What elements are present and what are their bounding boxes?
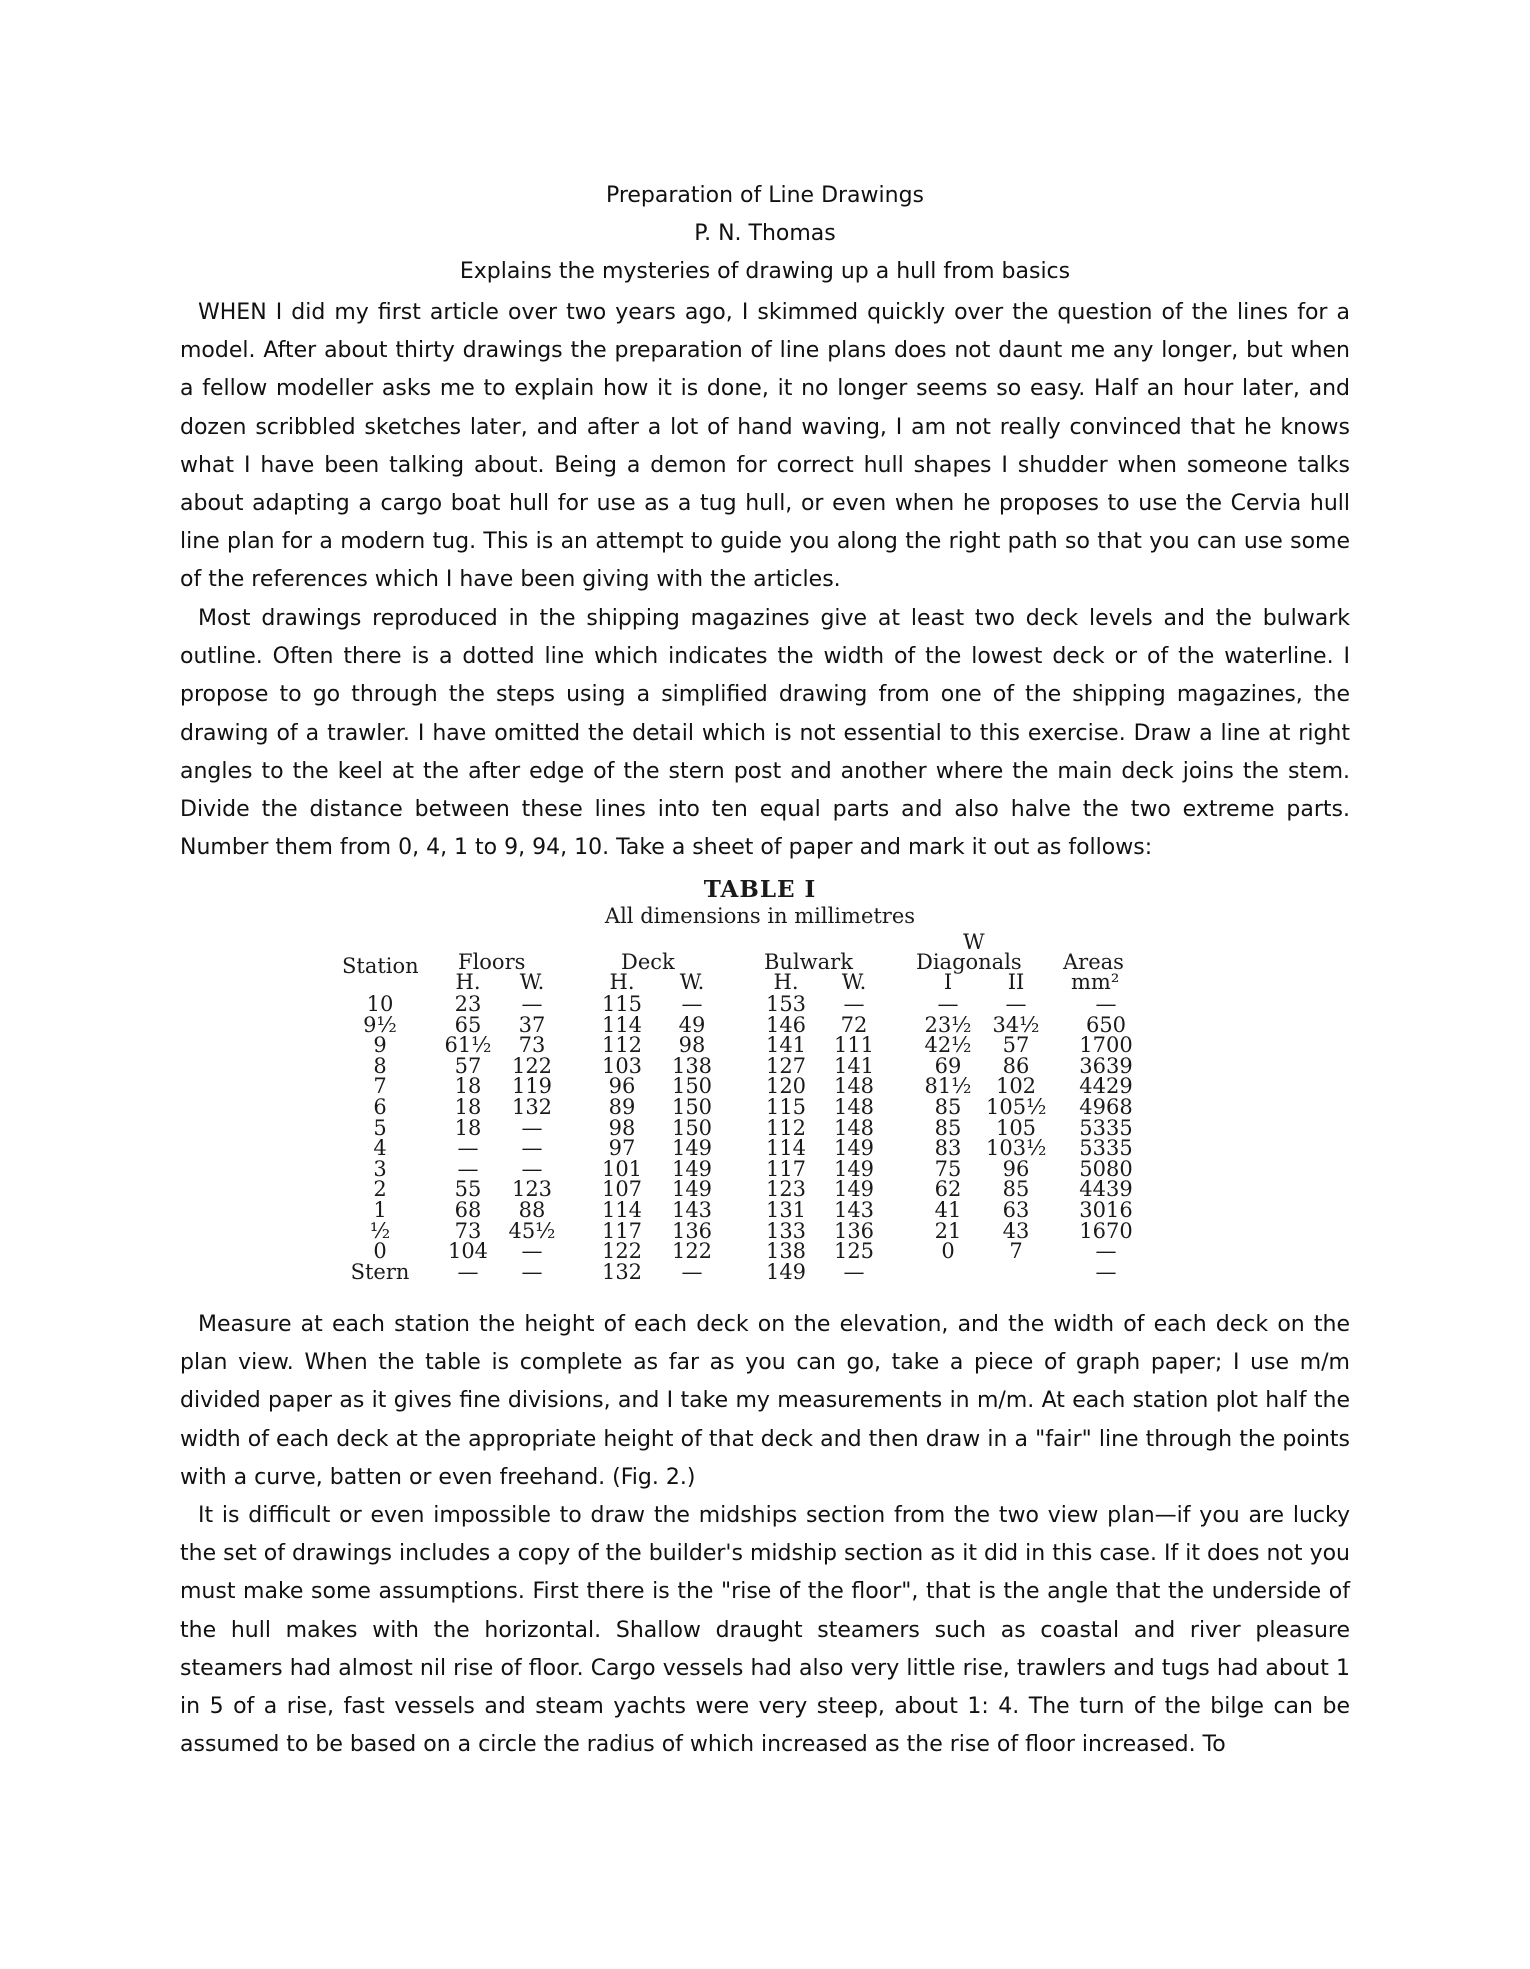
table-cell: 122 <box>671 1239 713 1264</box>
table-cell: 650 <box>1085 1012 1127 1037</box>
table-cell: 101 <box>601 1156 643 1181</box>
table-cell: 141 <box>833 1053 875 1078</box>
table-cell: 115 <box>765 1095 807 1119</box>
table-cell: 18 <box>454 1095 482 1119</box>
table-cell: 112 <box>765 1115 807 1140</box>
table-cell: — <box>521 1239 543 1264</box>
table-cell: 146 <box>765 1012 807 1037</box>
table-cell: 5080 <box>1079 1156 1133 1181</box>
table-cell: — <box>681 992 703 1016</box>
table-subheader: W. <box>519 970 545 994</box>
table-cell: 123 <box>765 1177 807 1202</box>
table-cell: 148 <box>833 1095 875 1119</box>
table-cell: 45½ <box>508 1218 556 1243</box>
table-cell: 103½ <box>986 1136 1047 1161</box>
table-cell: 127 <box>765 1053 807 1078</box>
station-label: 7 <box>373 1074 387 1099</box>
table-cell: 3639 <box>1079 1053 1133 1078</box>
header-areas: Areas <box>1063 950 1124 974</box>
table-cell: 122 <box>511 1053 553 1078</box>
table-subheader: H. <box>773 970 799 994</box>
table-cell: 96 <box>608 1074 636 1099</box>
table-cell: 133 <box>765 1218 807 1243</box>
table-cell: 149 <box>833 1156 875 1181</box>
table-cell: 148 <box>833 1115 875 1140</box>
table-cell: 107 <box>601 1177 643 1202</box>
table-cell: 85 <box>1002 1177 1030 1202</box>
dimensions-table <box>330 868 1190 1288</box>
table-cell: 143 <box>671 1198 713 1222</box>
station-label: 10 <box>366 992 394 1016</box>
table-cell: — <box>681 1259 703 1284</box>
table-cell: 41 <box>934 1198 962 1222</box>
header-w: W <box>963 930 985 954</box>
table-subheader: H. <box>609 970 635 994</box>
article-author: P. N. Thomas <box>694 221 836 246</box>
table-cell: 34½ <box>992 1012 1040 1037</box>
station-label: 0 <box>373 1239 387 1264</box>
table-cell: 68 <box>454 1198 482 1222</box>
table-cell: 143 <box>833 1198 875 1222</box>
table-cell: 63 <box>1002 1198 1030 1222</box>
table-cell: 123 <box>511 1177 553 1202</box>
table-cell: 150 <box>671 1115 713 1140</box>
table-cell: 55 <box>454 1177 482 1202</box>
station-label: Stern <box>350 1259 410 1284</box>
table-caption: All dimensions in millimetres <box>604 904 916 928</box>
table-cell: 105½ <box>986 1095 1047 1119</box>
table-cell: 1670 <box>1079 1218 1133 1243</box>
table-cell: 98 <box>678 1033 706 1058</box>
station-label: ½ <box>369 1218 391 1243</box>
station-label: 5 <box>373 1115 387 1140</box>
table-cell: 112 <box>601 1033 643 1058</box>
table-cell: 75 <box>934 1156 962 1181</box>
table-cell: 122 <box>601 1239 643 1264</box>
table-cell: 43 <box>1002 1218 1030 1243</box>
paragraph: Measure at each station the height of each deck on the elevation, and the width of each deck on the plan view. When the table is complete as far as you can go, take a piece of graph paper; I use m/m divided paper as it gives fine divisions, and I take my measurements in m/m. At each station plot half the width of each deck at the appropriate height of that deck and then draw in a "fair" line through the points with a curve, batten or even freehand. (Fig. 2.) <box>180 1312 1350 1490</box>
table-cell: 131 <box>765 1198 807 1222</box>
table-cell: 73 <box>518 1033 546 1058</box>
table-subheader: W. <box>841 970 867 994</box>
table-cell: 21 <box>934 1218 962 1243</box>
table-cell: 69 <box>934 1053 962 1078</box>
table-subheader: H. <box>455 970 481 994</box>
table-cell: 149 <box>671 1156 713 1181</box>
table-cell: 149 <box>833 1177 875 1202</box>
header-floors: Floors <box>458 950 526 974</box>
table-cell: 85 <box>934 1115 962 1140</box>
table-cell: 23½ <box>924 1012 972 1037</box>
table-cell: 136 <box>671 1218 713 1243</box>
table-cell: 104 <box>447 1239 489 1264</box>
table-cell: — <box>1095 992 1117 1016</box>
table-cell: 23 <box>454 992 482 1016</box>
paragraph: Most drawings reproduced in the shipping magazines give at least two deck levels and the bulwark outline. Often there is a dotted line which indicates the width of the lowest deck or of the waterline. I propose to go through the steps using a simplified drawing from one of the shipping magazines, the drawing of a trawler. I have omitted the detail which is not essential to this exercise. Draw a line at right angles to the keel at the after edge of the stern post and another where the main deck joins the stem. Divide the distance between these lines into ten equal parts and also halve the two extreme parts. Number them from 0, 4, 1 to 9, 94, 10. Take a sheet of paper and mark it out as follows: <box>180 606 1350 861</box>
table-cell: 83 <box>934 1136 962 1161</box>
header-areas-unit: mm² <box>1071 970 1120 994</box>
header-deck: Deck <box>621 950 675 974</box>
header-station: Station <box>342 954 419 978</box>
table-cell: — <box>521 1156 543 1181</box>
table-cell: 138 <box>765 1239 807 1264</box>
table-cell: 96 <box>1002 1156 1030 1181</box>
table-cell: — <box>457 1259 479 1284</box>
table-subheader: II <box>1007 970 1025 994</box>
table-cell: 89 <box>608 1095 636 1119</box>
table-cell: 141 <box>765 1033 807 1058</box>
station-label: 6 <box>373 1095 387 1119</box>
table-cell: 136 <box>833 1218 875 1243</box>
table-cell: 86 <box>1002 1053 1030 1078</box>
table-cell: — <box>937 992 959 1016</box>
table-cell: 73 <box>454 1218 482 1243</box>
table-cell: 97 <box>608 1136 636 1161</box>
table-cell: 117 <box>601 1218 643 1243</box>
station-label: 2 <box>373 1177 387 1202</box>
table-cell: 120 <box>765 1074 807 1099</box>
table-cell: 4429 <box>1079 1074 1133 1099</box>
table-cell: 85 <box>934 1095 962 1119</box>
table-cell: 149 <box>671 1136 713 1161</box>
table-cell: 114 <box>601 1012 643 1037</box>
table-cell: 150 <box>671 1095 713 1119</box>
table-cell: 18 <box>454 1115 482 1140</box>
table-cell: 37 <box>518 1012 546 1037</box>
table-cell: — <box>457 1136 479 1161</box>
table-cell: — <box>521 1136 543 1161</box>
table-cell: 138 <box>671 1053 713 1078</box>
table-cell: 117 <box>765 1156 807 1181</box>
paragraph: WHEN I did my first article over two years ago, I skimmed quickly over the question of the lines for a model. After about thirty drawings the preparation of line plans does not daunt me any longer, but when a fellow modeller asks me to explain how it is done, it no longer seems so easy. Half an hour later, and dozen scribbled sketches later, and after a lot of hand waving, I am not really convinced that he knows what I have been talking about. Being a demon for correct hull shapes I shudder when someone talks about adapting a cargo boat hull for use as a tug hull, or even when he proposes to use the Cervia hull line plan for a modern tug. This is an attempt to guide you along the right path so that you can use some of the references which I have been giving with the articles. <box>180 300 1350 593</box>
table-cell: 62 <box>934 1177 962 1202</box>
station-label: 9 <box>373 1033 387 1058</box>
table-cell: 81½ <box>924 1074 972 1099</box>
article-subtitle: Explains the mysteries of drawing up a hull from basics <box>459 259 1071 284</box>
table-cell: 65 <box>454 1012 482 1037</box>
table-cell: — <box>843 1259 865 1284</box>
table-cell: 102 <box>995 1074 1037 1099</box>
table-cell: 0 <box>941 1239 955 1264</box>
table-cell: — <box>1095 1259 1117 1284</box>
table-cell: 3016 <box>1079 1198 1133 1222</box>
table-cell: 5335 <box>1079 1115 1133 1140</box>
table-cell: 132 <box>601 1259 643 1284</box>
table-cell: 149 <box>765 1259 807 1284</box>
table-cell: 149 <box>671 1177 713 1202</box>
table-cell: 57 <box>1002 1033 1030 1058</box>
paragraph: It is difficult or even impossible to draw the midships section from the two view plan—if you are lucky the set of drawings includes a copy of the builder's midship section as it did in this case. If it does not you must make some assumptions. First there is the "rise of the floor", that is the angle that the underside of the hull makes with the horizontal. Shallow draught steamers such as coastal and river pleasure steamers had almost nil rise of floor. Cargo vessels had also very little rise, trawlers and tugs had about 1 in 5 of a rise, fast vessels and steam yachts were very steep, about 1: 4. The turn of the bilge can be assumed to be based on a circle the radius of which increased as the rise of floor increased. To <box>180 1503 1350 1758</box>
table-cell: 5335 <box>1079 1136 1133 1161</box>
table-cell: 119 <box>511 1074 553 1099</box>
station-label: 9½ <box>363 1012 397 1037</box>
station-label: 3 <box>373 1156 387 1181</box>
table-subheader: I <box>943 970 953 994</box>
header-diagonals: Diagonals <box>916 950 1022 974</box>
table-cell: 114 <box>765 1136 807 1161</box>
table-cell: 150 <box>671 1074 713 1099</box>
table-cell: 153 <box>765 992 807 1016</box>
table-cell: — <box>457 1156 479 1181</box>
table-title: TABLE I <box>703 876 817 903</box>
table-cell: 132 <box>511 1095 553 1119</box>
table-cell: 18 <box>454 1074 482 1099</box>
table-cell: 61½ <box>444 1033 492 1058</box>
table-cell: 111 <box>833 1033 875 1058</box>
table-cell: 57 <box>454 1053 482 1078</box>
table-subheader: W. <box>679 970 705 994</box>
table-cell: 4439 <box>1079 1177 1133 1202</box>
table-cell: — <box>1095 1239 1117 1264</box>
table-cell: 98 <box>608 1115 636 1140</box>
table-cell: 88 <box>518 1198 546 1222</box>
table-cell: 7 <box>1009 1239 1023 1264</box>
table-cell: 148 <box>833 1074 875 1099</box>
article-title: Preparation of Line Drawings <box>605 183 925 208</box>
table-cell: 149 <box>833 1136 875 1161</box>
table-cell: 114 <box>601 1198 643 1222</box>
header-bulwark: Bulwark <box>764 950 853 974</box>
table-cell: 115 <box>601 992 643 1016</box>
table-cell: 125 <box>833 1239 875 1264</box>
table-cell: 103 <box>601 1053 643 1078</box>
table-cell: — <box>521 992 543 1016</box>
table-cell: — <box>843 992 865 1016</box>
station-label: 8 <box>373 1053 387 1078</box>
table-cell: 72 <box>840 1012 868 1037</box>
table-cell: 1700 <box>1079 1033 1133 1058</box>
table-cell: — <box>521 1115 543 1140</box>
table-cell: 49 <box>678 1012 706 1037</box>
table-cell: — <box>521 1259 543 1284</box>
table-cell: 4968 <box>1079 1095 1133 1119</box>
table-cell: — <box>1005 992 1027 1016</box>
table-cell: 42½ <box>924 1033 972 1058</box>
station-label: 4 <box>373 1136 387 1161</box>
table-cell: 105 <box>995 1115 1037 1140</box>
station-label: 1 <box>373 1198 387 1222</box>
